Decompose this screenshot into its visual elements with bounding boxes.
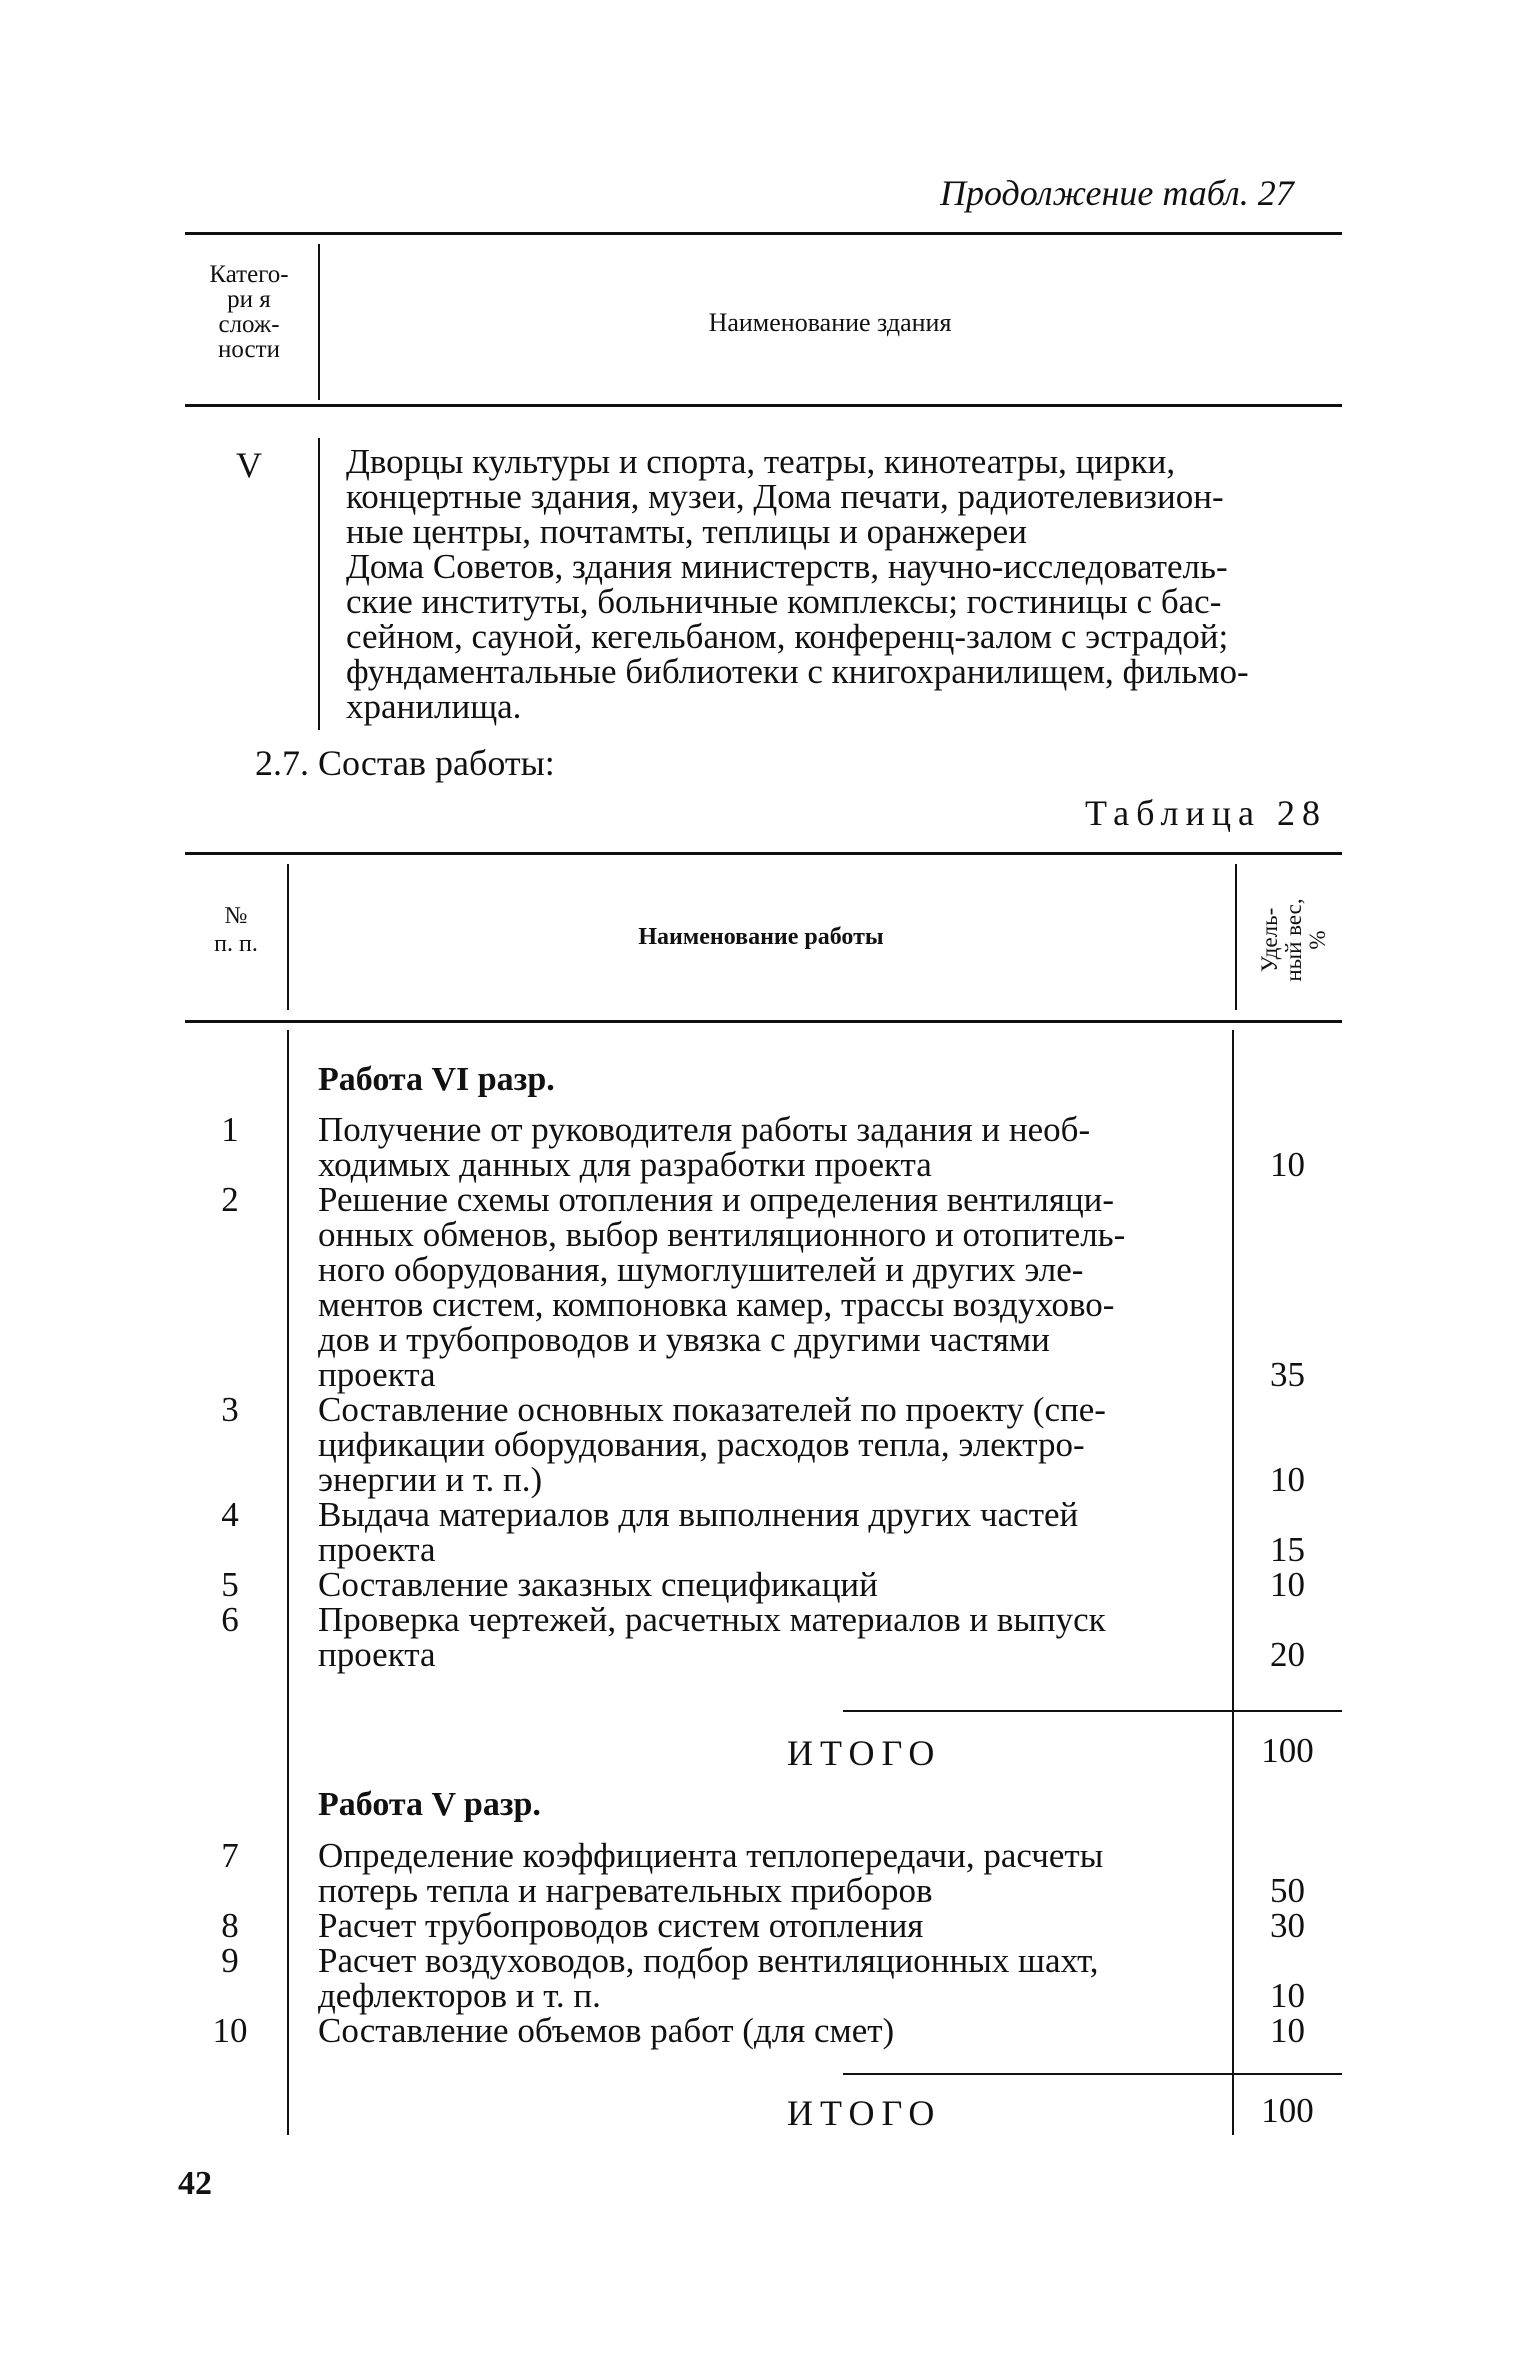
group1-weight: 10 (1270, 1145, 1305, 1184)
group2-weight: 10 (1270, 2011, 1305, 2050)
table27-header-category (190, 262, 308, 362)
group1-row-number: 4 (221, 1495, 239, 1534)
header-weight-line: ный вес, (1281, 898, 1306, 982)
group1-title: Работа VI разр. (318, 1061, 555, 1098)
group1-row-number: 6 (221, 1600, 239, 1639)
header-category-line: ности (218, 336, 280, 363)
group1-weight: 15 (1270, 1530, 1305, 1569)
text-line: Расчет трубопроводов систем отопления (318, 1906, 924, 1945)
text-line: проекта (318, 1530, 436, 1569)
text-line: сейном, сауной, кегельбаном, конференц-залом с эстрадой; (346, 617, 1229, 656)
text-line: цификации оборудования, расходов тепла, электро- (318, 1425, 1085, 1464)
header-category-line: ри я (227, 286, 271, 313)
table28-caption: Таблица 28 (1085, 793, 1327, 833)
text-line: энергии и т. п.) (318, 1460, 543, 1499)
group1-work-list (318, 1112, 1125, 1672)
text-line: хранилища. (346, 687, 522, 726)
table28-body-divider-left (287, 1030, 289, 2135)
table28-header-number (190, 902, 282, 958)
group1-row-number: 3 (221, 1390, 239, 1429)
text-line: Дворцы культуры и спорта, театры, кинотеатры, цирки, (346, 442, 1176, 481)
group2-weight: 30 (1270, 1906, 1305, 1945)
table28-body-divider-right (1232, 1030, 1234, 2135)
header-number-line: № (224, 903, 248, 929)
group1-total-label: ИТОГО (787, 1733, 942, 1773)
group1-weight: 10 (1270, 1460, 1305, 1499)
group2-row-number: 7 (221, 1836, 239, 1875)
group2-title: Работа V разр. (318, 1786, 541, 1823)
group2-row-number: 8 (221, 1906, 239, 1945)
text-line: онных обменов, выбор вентиляционного и отопитель- (318, 1215, 1126, 1254)
text-line: Расчет воздуховодов, подбор вентиляционных шахт, (318, 1941, 1099, 1980)
group1-row-number: 5 (221, 1565, 239, 1604)
group2-weight: 50 (1270, 1871, 1305, 1910)
table28-top-rule (185, 852, 1342, 855)
text-line: Проверка чертежей, расчетных материалов и выпуск (318, 1600, 1106, 1639)
text-line: Составление основных показателей по проекту (спе- (318, 1390, 1106, 1429)
table28-header-divider-right (1235, 864, 1237, 1010)
table27-header-rule (185, 404, 1342, 407)
group1-weight: 10 (1270, 1565, 1305, 1604)
text-line: ного оборудования, шумоглушителей и других эле- (318, 1250, 1084, 1289)
text-line: ные центры, почтамты, теплицы и оранжереи (346, 512, 1027, 551)
text-line: Выдача материалов для выполнения других частей (318, 1495, 1079, 1534)
group2-weight: 10 (1270, 1976, 1305, 2015)
table28-header-name: Наименование работы (638, 924, 884, 950)
text-line: потерь тепла и нагревательных приборов (318, 1871, 933, 1910)
text-line: ские институты, больничные комплексы; гостиницы с бас- (346, 582, 1222, 621)
text-line: ходимых данных для разработки проекта (318, 1145, 932, 1184)
text-line: Определение коэффициента теплопередачи, расчеты (318, 1836, 1104, 1875)
header-weight-line: % (1305, 930, 1330, 950)
continuation-caption: Продолжение табл. 27 (940, 173, 1294, 213)
header-category-line: Катего- (209, 261, 289, 288)
group2-total-label: ИТОГО (787, 2093, 942, 2133)
table27-category: V (236, 445, 262, 485)
group1-total-rule (843, 1710, 1342, 1712)
group1-weight: 35 (1270, 1355, 1305, 1394)
text-line: Составление заказных спецификаций (318, 1565, 878, 1604)
section-heading: 2.7. Состав работы: (255, 743, 555, 783)
header-weight-line: Удель- (1257, 907, 1282, 973)
table27-top-rule (185, 232, 1342, 235)
text-line: Дома Советов, здания министерств, научно-исследователь- (346, 547, 1228, 586)
group1-weight: 20 (1270, 1635, 1305, 1674)
table27-building-list (346, 444, 1249, 724)
text-line: дов и трубопроводов и увязка с другими частями (318, 1320, 1050, 1359)
text-line: фундаментальные библиотеки с книгохранилищем, фильмо- (346, 652, 1249, 691)
header-number-line: п. п. (214, 931, 258, 957)
text-line: Составление объемов работ (для смет) (318, 2011, 895, 2050)
table27-body-divider (318, 438, 320, 730)
group2-total-value: 100 (1261, 2091, 1314, 2130)
group1-row-number: 1 (221, 1110, 239, 1149)
group1-row-number: 2 (221, 1180, 239, 1219)
text-line: ментов систем, компоновка камер, трассы воздухово- (318, 1285, 1115, 1324)
text-line: Решение схемы отопления и определения вентиляци- (318, 1180, 1115, 1219)
group2-work-list (318, 1838, 1103, 2048)
table27-header-name: Наименование здания (708, 308, 952, 337)
text-line: концертные здания, музеи, Дома печати, радиотелевизион- (346, 477, 1224, 516)
text-line: проекта (318, 1635, 436, 1674)
group2-row-number: 10 (212, 2011, 248, 2050)
text-line: проекта (318, 1355, 436, 1394)
group2-total-rule (843, 2073, 1342, 2075)
group2-row-number: 9 (221, 1941, 239, 1980)
page-number: 42 (178, 2165, 212, 2202)
group1-total-value: 100 (1261, 1731, 1314, 1770)
table28-header-rule (185, 1020, 1342, 1023)
text-line: Получение от руководителя работы задания и необ- (318, 1110, 1091, 1149)
table28-header-weight-rotated (1244, 880, 1344, 1000)
header-category-line: слож- (218, 311, 280, 338)
text-line: дефлекторов и т. п. (318, 1976, 601, 2015)
